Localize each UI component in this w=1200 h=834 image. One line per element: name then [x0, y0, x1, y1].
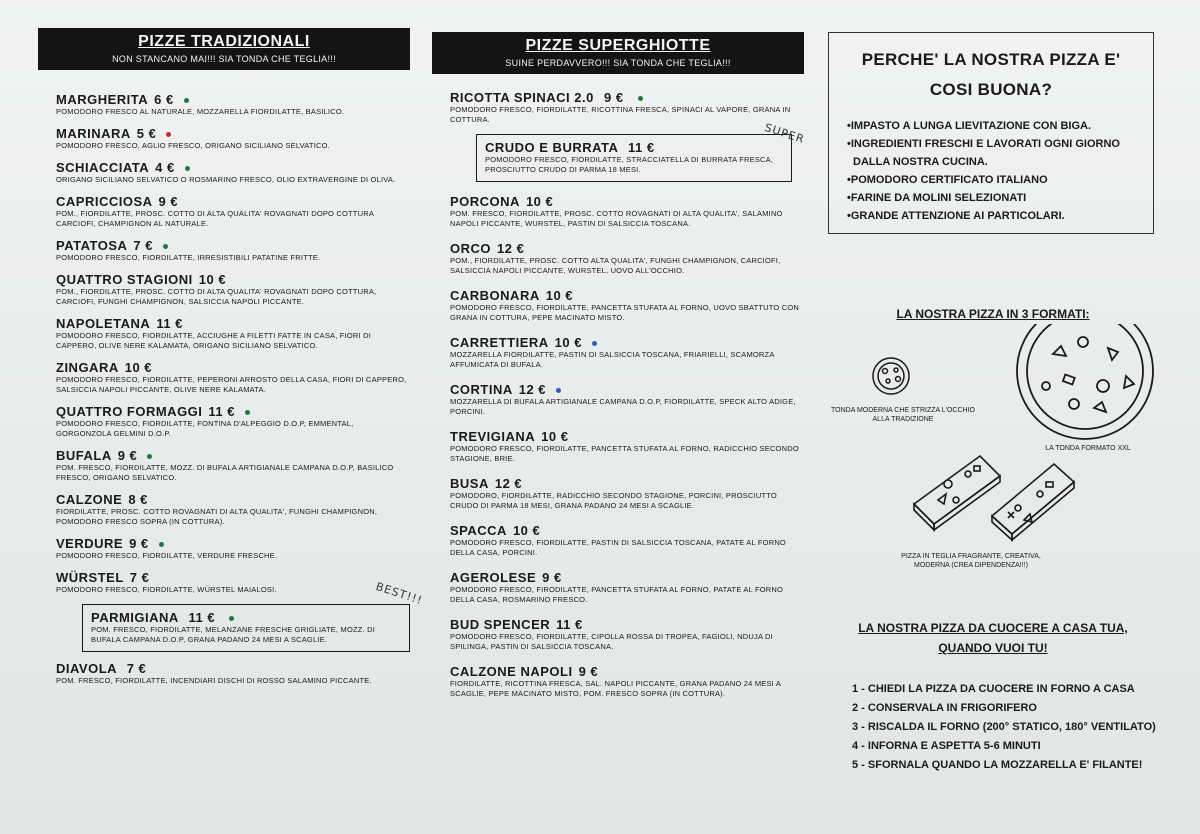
- why-title-line-1: PERCHE' LA NOSTRA PIZZA E': [861, 50, 1121, 69]
- menu-item: [56, 316, 410, 351]
- item-name: CALZONE: [56, 492, 123, 507]
- item-desc: POMODORO FRESCO, FIORDILATTE, PANCETTA STUFATA AL FORNO, UOVO SBATTUTO CON GRANA IN COTTURA, PEPE MACINATO MISTO.: [450, 303, 800, 322]
- superghiotte-list: [432, 194, 804, 699]
- dot-icon: [245, 410, 250, 415]
- dot-icon: [184, 98, 189, 103]
- home-title-line-2: QUANDO VUOI TU!: [938, 641, 1048, 655]
- step: 3 - RISCALDA IL FORNO (200° STATICO, 180° VENTILATO): [852, 721, 1156, 733]
- item-price: 9 €: [158, 194, 179, 209]
- menu-item: [56, 536, 410, 561]
- item-name: CALZONE NAPOLI: [450, 664, 573, 679]
- item-desc: POMODORO FRESCO, FIORDILATTE, RICOTTINA FRESCA, SPINACI AL VAPORE, GRANA IN COTTURA.: [450, 105, 791, 124]
- item-price: 10 €: [554, 335, 582, 350]
- why-point: DALLA NOSTRA CUCINA.: [853, 156, 988, 168]
- item-desc: POMODORO FRESCO, FIRODILATTE, PANCETTA STUFATA AL FORNO, PATATE AL FORNO DELLA CASA, ROSMARINO FRESCO.: [450, 585, 784, 604]
- menu-item: [56, 492, 410, 527]
- info-column: [828, 32, 1158, 775]
- teglia-pizza-icon: [914, 456, 1074, 540]
- menu-item: [450, 335, 804, 370]
- item-price: 4 €: [155, 160, 175, 175]
- item-name: MARGHERITA: [56, 92, 149, 107]
- item-desc: POMODORO FRESCO, FIORDILATTE, CIPOLLA ROSSA DI TROPEA, FAGIOLI, NDUJA DI SPILINGA, PASTIN DI SALSICCIA TOSCANA.: [450, 632, 773, 651]
- item-name: WÜRSTEL: [56, 570, 124, 585]
- menu-item: [450, 617, 804, 652]
- item-desc: POM., FIORDILATTE, PROSC. COTTO ALTA QUALITA', FUNGHI CHAMPIGNON, CARCIOFI, SALSICCIA NAPOLI PICCANTE, WURSTEL, UOVO ALL'OCCHIO.: [450, 256, 781, 275]
- dot-icon: [159, 542, 164, 547]
- why-list: [847, 117, 1135, 225]
- superghiotte-banner: [432, 32, 804, 74]
- why-point: •POMODORO CERTIFICATO ITALIANO: [847, 174, 1048, 186]
- traditional-title: PIZZE TRADIZIONALI: [138, 33, 310, 50]
- item-desc: POMODORO FRESCO, FIORDILATTE, STRACCIATELLA DI BURRATA FRESCA, PROSCIUTTO CRUDO DI PARMA 18 MESI.: [485, 155, 774, 174]
- format-xxl-label: LA TONDA FORMATO XXL: [1045, 445, 1131, 452]
- menu-item: [450, 288, 804, 323]
- item-name: CAPRICCIOSA: [56, 194, 153, 209]
- dot-icon: [163, 244, 168, 249]
- item-price: 8 €: [128, 492, 148, 507]
- menu-item: [450, 382, 804, 417]
- format-tonda-label: TONDA MODERNA CHE STRIZZA L'OCCHIO ALLA TRADIZIONE: [831, 407, 975, 423]
- superghiotte-column: [432, 32, 804, 711]
- item-price: 9 €: [578, 664, 599, 679]
- menu-item: [56, 126, 410, 151]
- menu-item: [56, 92, 410, 117]
- item-desc: POM. FRESCO, FIORDILATTE, MOZZ. DI BUFALA ARTIGIANALE CAMPANA D.O.P, BASILICO FRESCO, ORIGANO SELVATICO.: [56, 463, 394, 482]
- item-price: 6 €: [154, 92, 174, 107]
- item-name: BUFALA: [56, 448, 112, 463]
- item-desc: ORIGANO SICILIANO SELVATICO O ROSMARINO FRESCO, OLIO EXTRAVERGINE DI OLIVA.: [56, 175, 396, 184]
- format-teglia-label: PIZZA IN TEGLIA FRAGRANTE, CREATIVA, MODERNA (CREA DIPENDENZA!!!): [901, 553, 1041, 569]
- menu-item: [450, 664, 804, 699]
- item-name: BUD SPENCER: [450, 617, 551, 632]
- item-name: SPACCA: [450, 523, 507, 538]
- item-name: BUSA: [450, 476, 489, 491]
- item-name: PORCONA: [450, 194, 520, 209]
- item-name: CARBONARA: [450, 288, 540, 303]
- item-price: 12 €: [518, 382, 547, 397]
- veg-dot-icon: [638, 96, 643, 101]
- item-name: RICOTTA SPINACI 2.0: [450, 90, 594, 105]
- item-price: 11 €: [208, 404, 236, 419]
- menu-item: [56, 160, 410, 185]
- item-desc: POM., FIORDILATTE, PROSC. COTTO DI ALTA QUALITA' ROVAGNATI DOPO COTTURA, CARCIOFI, FUNGHI CHAMPIGNON, SALSICCIA NAPOLI PICCANTE.: [56, 287, 377, 306]
- menu-item: [450, 241, 804, 276]
- item-desc: POMODORO FRESCO, FIORDILATTE, PANCETTA STUFATA AL FORNO, RADICCHIO SECONDO STAGIONE, BRIE.: [450, 444, 799, 463]
- menu-item: [450, 194, 804, 229]
- menu-item: [56, 360, 410, 395]
- item-desc: POMODORO, FIORDILATTE, RADICCHIO SECONDO STAGIONE, PORCINI, PROSCIUTTO CRUDO DI PARMA 18 MESI, GRANA PADANO 24 MESI A SCAGLIE.: [450, 491, 777, 510]
- formats-title: LA NOSTRA PIZZA IN 3 FORMATI:: [896, 307, 1090, 321]
- menu-item: [56, 272, 410, 307]
- item-price: 7 €: [126, 661, 147, 676]
- item-desc: POMODORO FRESCO, FIORDILATTE, PASTIN DI SALSICCIA TOSCANA, PATATE AL FORNO DELLA CASA, PORCINI.: [450, 538, 786, 557]
- item-desc: POM., FIORDILATTE, PROSC. COTTO DI ALTA QUALITA' ROVAGNATI DOPO COTTURA CARCIOFI, CHAMPIGNON AL NATURALE.: [56, 209, 374, 228]
- item-name: SCHIACCIATA: [56, 160, 150, 175]
- item-desc: POM. FRESCO, FIORDILATTE, INCENDIARI DISCHI DI ROSSO SALAMINO PICCANTE.: [56, 676, 372, 685]
- veg-dot-icon: [229, 616, 234, 621]
- item-name: MARINARA: [56, 126, 131, 141]
- item-desc: MOZZARELLA DI BUFALA ARTIGIANALE CAMPANA D.O.P, FIORDILATTE, SPECK ALTO ADIGE, PORCINI.: [450, 397, 796, 416]
- item-name: DIAVOLA: [56, 661, 117, 676]
- superghiotte-title: PIZZE SUPERGHIOTTE: [525, 37, 711, 54]
- item-price: 7 €: [133, 238, 153, 253]
- item-desc: POMODORO FRESCO, FIORDILATTE, WÜRSTEL MAIALOSI.: [56, 585, 277, 594]
- menu-item: [56, 404, 410, 439]
- item-price: 11 €: [156, 316, 183, 331]
- item-name: TREVIGIANA: [450, 429, 536, 444]
- step: 5 - SFORNALA QUANDO LA MOZZARELLA E' FILANTE!: [852, 759, 1143, 771]
- item-price: 12 €: [494, 476, 523, 491]
- item-desc: POMODORO FRESCO, FIORDILATTE, ACCIUGHE A FILETTI FATTE IN CASA, FIORI DI CAPPERO, OLIVE NERE KALAMATA, ORIGANO SICILIANO SELVATICO.: [56, 331, 371, 350]
- superghiotte-subtitle: SUINE PERDAVVERO!!! SIA TONDA CHE TEGLIA!!!: [505, 58, 731, 68]
- dot-icon: [592, 341, 597, 346]
- home-steps: [852, 680, 1158, 775]
- crudo-burrata-box: [476, 120, 806, 182]
- item-price: 9 €: [542, 570, 562, 585]
- item-price: 10 €: [198, 272, 227, 287]
- item-price: 11 €: [556, 617, 583, 632]
- item-name: ZINGARA: [56, 360, 119, 375]
- item-price: 10 €: [512, 523, 541, 538]
- step: 4 - INFORNA E ASPETTA 5-6 MINUTI: [852, 740, 1041, 752]
- why-title-line-2: COSI BUONA?: [929, 80, 1053, 99]
- item-price: 10 €: [545, 288, 574, 303]
- ricotta-spinaci-item: [450, 90, 804, 125]
- item-desc: POM. FRESCO, FIORDILATTE, PROSC. COTTO ROVAGNATI DI ALTA QUALITA', SALAMINO NAPOLI PICCANTE, WURSTEL, PASTIN DI SALSICCIA TOSCANA.: [450, 209, 783, 228]
- item-price: 10 €: [525, 194, 554, 209]
- step: 1 - CHIEDI LA PIZZA DA CUOCERE IN FORNO A CASA: [852, 683, 1135, 695]
- small-pizza-icon: [873, 358, 909, 394]
- item-price: 11 €: [628, 140, 655, 155]
- item-price: 5 €: [136, 126, 157, 141]
- item-price: 9 €: [129, 536, 149, 551]
- dot-icon: [185, 166, 190, 171]
- menu-item: [56, 194, 410, 229]
- why-point: •INGREDIENTI FRESCHI E LAVORATI OGNI GIORNO: [847, 138, 1120, 150]
- menu-item: [450, 523, 804, 558]
- item-name: CORTINA: [450, 382, 513, 397]
- item-price: 9 €: [603, 90, 624, 105]
- menu-item: [56, 448, 410, 483]
- diavola-item: [56, 661, 410, 686]
- why-box: [828, 32, 1154, 234]
- traditional-pizzas-column: [38, 28, 424, 695]
- home-title-line-1: LA NOSTRA PIZZA DA CUOCERE A CASA TUA,: [858, 621, 1128, 635]
- item-desc: FIORDILATTE, PROSC. COTTO ROVAGNATI DI ALTA QUALITA', FUNGHI CHAMPIGNON, POMODORO FRESCO SOPRA (IN COTTURA).: [56, 507, 378, 526]
- item-price: 12 €: [497, 241, 525, 256]
- item-desc: POMODORO FRESCO AL NATURALE, MOZZARELLA FIORDILATTE, BASILICO.: [56, 107, 345, 116]
- item-price: 10 €: [124, 360, 153, 375]
- item-desc: POMODORO FRESCO, FIORDILATTE, IRRESISTIBILI PATATINE FRITTE.: [56, 253, 321, 262]
- item-price: 10 €: [541, 429, 569, 444]
- xxl-pizza-icon: [1017, 324, 1153, 439]
- item-name: CARRETTIERA: [450, 335, 549, 350]
- dot-icon: [556, 388, 561, 393]
- step: 2 - CONSERVALA IN FRIGORIFERO: [852, 702, 1037, 714]
- item-desc: MOZZARELLA FIORDILATTE, PASTIN DI SALSICCIA TOSCANA, FRIARIELLI, SCAMORZA AFFUMICATA DI BUFALA.: [450, 350, 775, 369]
- why-point: •FARINE DA MOLINI SELEZIONATI: [847, 192, 1027, 204]
- item-name: CRUDO E BURRATA: [485, 140, 618, 155]
- item-desc: POM. FRESCO, FIORDILATTE, MELANZANE FRESCHE GRIGLIATE, MOZZ. DI BUFALA CAMPANA D.O.P, GRANA PADANO 24 MESI A SCAGLIE.: [91, 625, 376, 644]
- dot-icon: [166, 132, 171, 137]
- item-desc: POMODORO FRESCO, FIORDILATTE, PEPERONI ARROSTO DELLA CASA, FIORI DI CAPPERO, SALSICCIA NAPOLI PICCANTE, OLIVE NERE KALAMATA.: [56, 375, 407, 394]
- menu-item: [450, 570, 804, 605]
- why-point: •GRANDE ATTENZIONE AI PARTICOLARI.: [847, 210, 1065, 222]
- traditional-subtitle: NON STANCANO MAI!!! SIA TONDA CHE TEGLIA!!!: [112, 54, 336, 64]
- item-desc: POMODORO FRESCO, FIORDILATTE, FONTINA D'ALPEGGIO D.O.P, EMMENTAL, GORGONZOLA GELMINI D.O.P.: [56, 419, 354, 438]
- menu-item: [56, 570, 410, 595]
- item-desc: FIORDILATTE, RICOTTINA FRESCA, SAL. NAPOLI PICCANTE, GRANA PADANO 24 MESI A SCAGLIE, PEPE MACINATO MISTO, POM. FRESCO SOPRA (IN COTTURA).: [450, 679, 781, 698]
- best-stamp: BEST!!!: [373, 579, 424, 608]
- item-name: VERDURE: [56, 536, 124, 551]
- item-name: QUATTRO FORMAGGI: [56, 404, 203, 419]
- formats-illustration: [828, 324, 1158, 624]
- item-desc: POMODORO FRESCO, AGLIO FRESCO, ORIGANO SICILIANO SELVATICO.: [56, 141, 330, 150]
- item-price: 9 €: [117, 448, 138, 463]
- menu-item: [450, 429, 804, 464]
- item-name: PARMIGIANA: [91, 610, 179, 625]
- why-point: •IMPASTO A LUNGA LIEVITAZIONE CON BIGA.: [847, 120, 1092, 132]
- item-name: PATATOSA: [56, 238, 128, 253]
- dot-icon: [147, 454, 152, 459]
- traditional-list: [38, 92, 410, 595]
- item-name: NAPOLETANA: [56, 316, 151, 331]
- menu-item: [450, 476, 804, 511]
- item-name: ORCO: [450, 241, 491, 256]
- menu-item: [56, 238, 410, 263]
- super-stamp: SUPER: [762, 120, 806, 147]
- item-name: AGEROLESE: [450, 570, 537, 585]
- traditional-banner: [38, 28, 410, 70]
- item-price: 11 €: [188, 610, 216, 625]
- item-desc: POMODORO FRESCO, FIORDILATTE, VERDURE FRESCHE.: [56, 551, 278, 560]
- item-name: QUATTRO STAGIONI: [56, 272, 193, 287]
- item-price: 7 €: [129, 570, 150, 585]
